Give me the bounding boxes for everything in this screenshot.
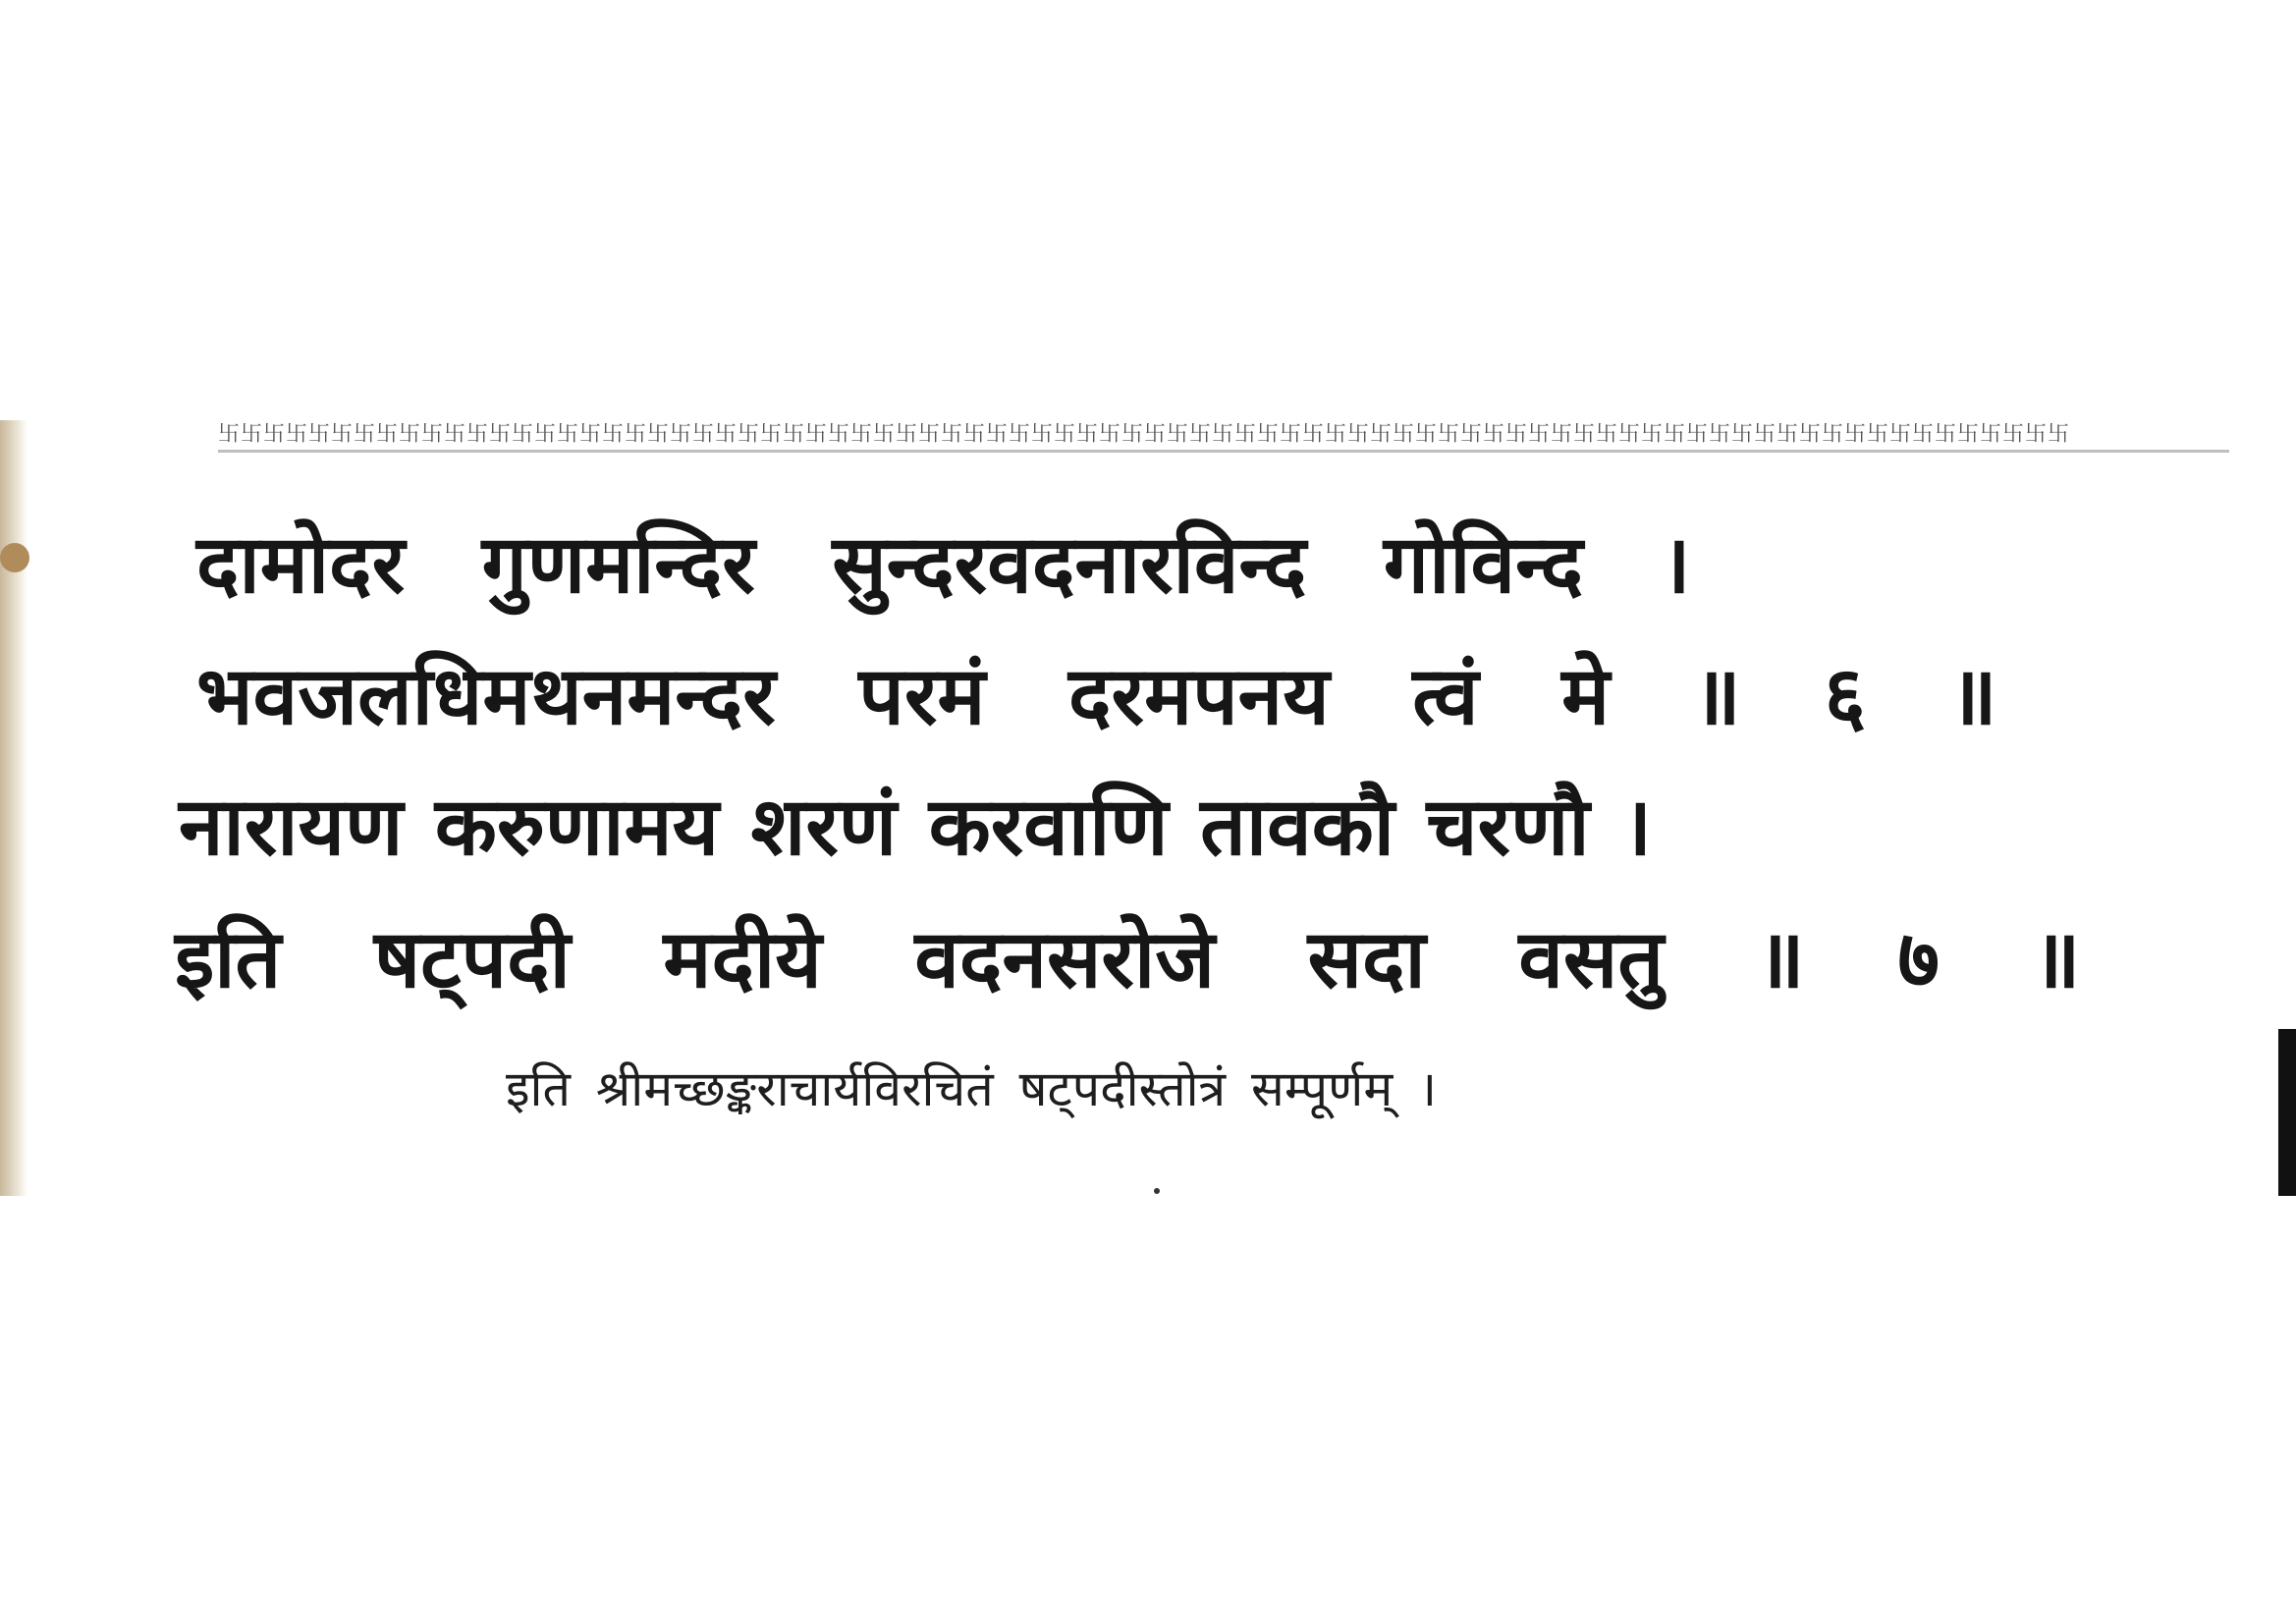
swastika-border: 卐卐卐卐卐卐卐卐卐卐卐卐卐卐卐卐卐卐卐卐卐卐卐卐卐卐卐卐卐卐卐卐卐卐卐卐卐卐卐卐卐卐卐卐卐卐卐卐卐卐卐卐卐卐卐卐卐卐卐卐卐卐卐卐卐卐卐卐卐卐卐卐卐卐卐卐卐卐卐卐卐卐 [218,420,2229,453]
scanned-page [0,420,2296,1196]
binding-thread [0,543,29,572]
page-shadow [2278,1029,2296,1196]
book-binding-edge [0,420,27,1196]
verse-line-3: नारायण करुणामय शरणं करवाणि तावकौ चरणौ । [179,781,1653,874]
verse-line-2: भवजलधिमथनमन्दर परमं दरमपनय त्वं मे ॥ ६ ॥ [196,650,1997,743]
verse-line-4: इति षट्पदी मदीये वदनसरोजे सदा वसतु ॥ ७ ॥ [175,913,2081,1006]
colophon: इति श्रीमच्छङ्कराचार्यविरचितं षट्पदीस्तोत्रं सम्पूर्णम् । [506,1060,1438,1117]
verse-line-1: दामोदर गुणमन्दिर सुन्दरवदनारविन्द गोविन्द । [196,518,1691,612]
ink-speck [1154,1188,1160,1194]
